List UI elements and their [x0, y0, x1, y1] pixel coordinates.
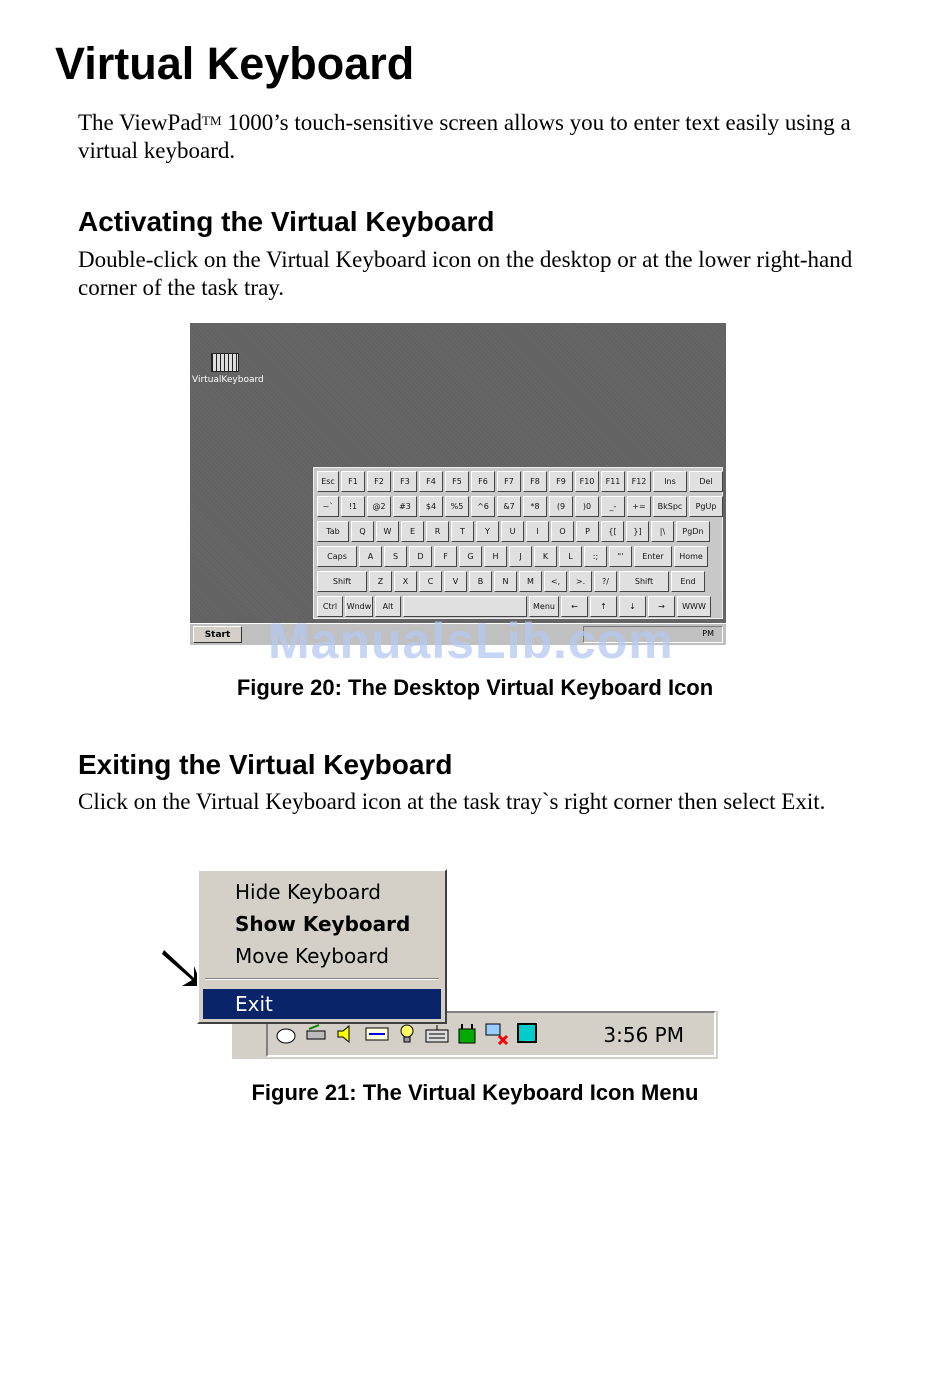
key-row3-11[interactable]: {[ [601, 521, 624, 542]
key-row5-11[interactable]: Shift [619, 571, 669, 592]
key-row5-2[interactable]: X [394, 571, 417, 592]
key-row6-9[interactable]: WWW [677, 596, 711, 617]
start-label: Start [204, 629, 231, 640]
key-row2-2[interactable]: @2 [367, 496, 391, 517]
key-row2-11[interactable]: _- [601, 496, 625, 517]
tray-clock: 3:56 PM [603, 1023, 684, 1047]
key-row4-12[interactable]: Enter [634, 546, 672, 567]
key-row5-4[interactable]: V [444, 571, 467, 592]
key-row2-10[interactable]: )0 [575, 496, 599, 517]
key-row4-0[interactable]: Caps [317, 546, 357, 567]
key-row5-7[interactable]: M [519, 571, 542, 592]
desktop-icon-label: VirtualKeyboard [192, 375, 264, 385]
virtual-keyboard [313, 467, 723, 619]
key-row4-7[interactable]: J [509, 546, 532, 567]
key-row6-7[interactable]: ↓ [619, 596, 646, 617]
key-row5-3[interactable]: C [419, 571, 442, 592]
desktop-screenshot [190, 323, 726, 645]
key-row1-6[interactable]: F6 [471, 471, 495, 492]
key-row5-8[interactable]: <, [544, 571, 567, 592]
section-text-activating: Double-click on the Virtual Keyboard icon on the desktop or at the lower right-hand corner of the task tray. [78, 247, 853, 300]
key-row3-9[interactable]: O [551, 521, 574, 542]
key-row4-8[interactable]: K [534, 546, 557, 567]
key-row2-8[interactable]: *8 [523, 496, 547, 517]
key-row2-5[interactable]: %5 [445, 496, 469, 517]
key-row5-9[interactable]: >. [569, 571, 592, 592]
tray-context-menu [197, 869, 447, 1024]
key-row3-1[interactable]: Q [351, 521, 374, 542]
key-row2-12[interactable]: += [627, 496, 651, 517]
key-row6-2[interactable]: Alt [375, 596, 401, 617]
key-row2-14[interactable]: PgUp [689, 496, 723, 517]
key-row1-1[interactable]: F1 [341, 471, 365, 492]
key-row6-1[interactable]: Wndw [345, 596, 373, 617]
key-row5-1[interactable]: Z [369, 571, 392, 592]
key-row1-14[interactable]: Del [689, 471, 723, 492]
tray-clock: PM [702, 629, 714, 638]
intro-text-2: 1000’s touch-sensitive screen allows you to enter text easily using a virtual keyboard. [78, 110, 851, 163]
keyboard-icon [211, 353, 239, 372]
key-row1-11[interactable]: F11 [601, 471, 625, 492]
key-row5-10[interactable]: ?/ [594, 571, 617, 592]
key-row3-2[interactable]: W [376, 521, 399, 542]
key-row1-4[interactable]: F4 [419, 471, 443, 492]
key-row3-13[interactable]: |\ [651, 521, 674, 542]
key-row4-1[interactable]: A [359, 546, 382, 567]
key-row5-0[interactable]: Shift [317, 571, 367, 592]
key-row3-14[interactable]: PgDn [676, 521, 710, 542]
key-row1-5[interactable]: F5 [445, 471, 469, 492]
figure-20-caption: Figure 20: The Desktop Virtual Keyboard Icon [236, 675, 714, 700]
network-icon [304, 1021, 330, 1047]
key-row1-7[interactable]: F7 [497, 471, 521, 492]
key-row4-2[interactable]: S [384, 546, 407, 567]
menu-item-hide-keyboard[interactable]: Hide Keyboard [235, 880, 381, 904]
intro-text-1: The ViewPad [78, 110, 203, 135]
key-row4-5[interactable]: G [459, 546, 482, 567]
desktop-virtual-keyboard-icon[interactable] [192, 353, 264, 385]
key-row2-0[interactable]: ~` [317, 496, 339, 517]
key-row3-3[interactable]: E [401, 521, 424, 542]
key-row2-3[interactable]: #3 [393, 496, 417, 517]
key-row2-9[interactable]: (9 [549, 496, 573, 517]
key-row3-10[interactable]: P [576, 521, 599, 542]
section-heading-activating: Activating the Virtual Keyboard [78, 206, 495, 237]
key-row2-6[interactable]: ^6 [471, 496, 495, 517]
key-row6-6[interactable]: ↑ [590, 596, 617, 617]
key-row1-2[interactable]: F2 [367, 471, 391, 492]
monitor-icon [514, 1021, 540, 1047]
key-row1-9[interactable]: F9 [549, 471, 573, 492]
key-row3-5[interactable]: T [451, 521, 474, 542]
key-row2-7[interactable]: &7 [497, 496, 521, 517]
start-button[interactable] [193, 626, 242, 643]
pc-card-icon [454, 1021, 480, 1047]
menu-item-exit[interactable]: Exit [203, 989, 441, 1019]
key-row1-3[interactable]: F3 [393, 471, 417, 492]
section-heading-exiting: Exiting the Virtual Keyboard [78, 749, 453, 780]
key-row4-11[interactable]: "' [609, 546, 632, 567]
key-row1-13[interactable]: Ins [653, 471, 687, 492]
trademark-mark: TM [202, 113, 222, 128]
key-row4-6[interactable]: H [484, 546, 507, 567]
key-row4-3[interactable]: D [409, 546, 432, 567]
key-row3-7[interactable]: U [501, 521, 524, 542]
key-row1-12[interactable]: F12 [627, 471, 651, 492]
menu-item-show-keyboard[interactable]: Show Keyboard [235, 912, 411, 936]
key-row3-4[interactable]: R [426, 521, 449, 542]
key-row2-13[interactable]: BkSpc [653, 496, 687, 517]
intro-paragraph [78, 107, 878, 165]
figure-21-caption: Figure 21: The Virtual Keyboard Icon Menu [251, 1080, 699, 1105]
mouse-icon [274, 1021, 300, 1047]
icon-menu-screenshot [160, 866, 720, 1061]
key-row6-4[interactable]: Menu [529, 596, 559, 617]
menu-separator [205, 978, 439, 980]
section-text-exiting: Click on the Virtual Keyboard icon at the task tray`s right corner then select Exit. [78, 789, 826, 814]
key-row3-8[interactable]: I [526, 521, 549, 542]
lightbulb-icon [394, 1021, 420, 1047]
watermark: ManualsLib.com [268, 613, 674, 669]
key-row3-0[interactable]: Tab [317, 521, 349, 542]
virtual-keyboard-tray-icon[interactable] [424, 1021, 450, 1047]
key-row2-4[interactable]: $4 [419, 496, 443, 517]
key-row6-0[interactable]: Ctrl [317, 596, 343, 617]
key-row4-9[interactable]: L [559, 546, 582, 567]
speaker-icon [334, 1021, 360, 1047]
key-row4-4[interactable]: F [434, 546, 457, 567]
key-row6-5[interactable]: ← [561, 596, 588, 617]
key-row5-6[interactable]: N [494, 571, 517, 592]
disconnected-network-icon [484, 1021, 510, 1047]
key-row3-12[interactable]: }] [626, 521, 649, 542]
key-row4-10[interactable]: :; [584, 546, 607, 567]
key-row1-8[interactable]: F8 [523, 471, 547, 492]
key-row5-5[interactable]: B [469, 571, 492, 592]
key-row5-12[interactable]: End [671, 571, 705, 592]
page-title: Virtual Keyboard [55, 38, 415, 89]
key-row6-8[interactable]: → [648, 596, 675, 617]
key-row4-13[interactable]: Home [674, 546, 708, 567]
key-row1-0[interactable]: Esc [317, 471, 339, 492]
display-settings-icon [364, 1021, 390, 1047]
key-row2-1[interactable]: !1 [341, 496, 365, 517]
key-row1-10[interactable]: F10 [575, 471, 599, 492]
key-row3-6[interactable]: Y [476, 521, 499, 542]
menu-item-move-keyboard[interactable]: Move Keyboard [235, 944, 390, 968]
